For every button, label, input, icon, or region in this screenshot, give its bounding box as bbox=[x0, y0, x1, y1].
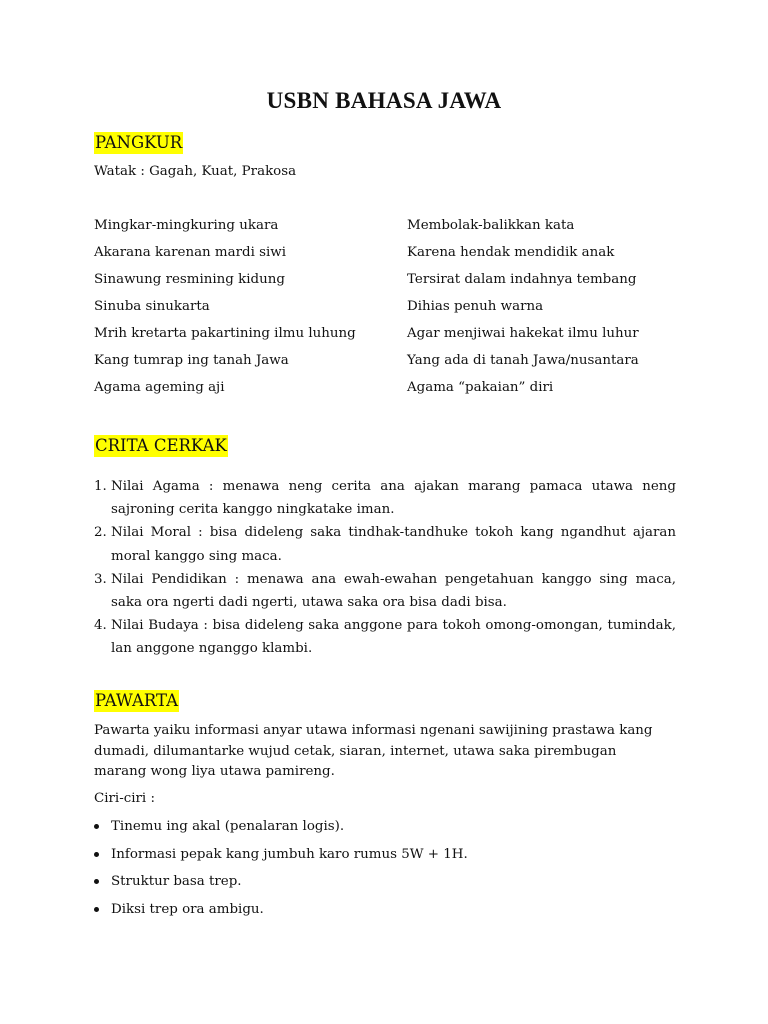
list-item-text: Tinemu ing akal (penalaran logis). bbox=[111, 819, 345, 834]
heading-pawarta: PAWARTA bbox=[95, 691, 179, 710]
ciri-list bbox=[94, 817, 468, 927]
list-number: 3. bbox=[94, 571, 107, 587]
list-item-text: Struktur basa trep. bbox=[111, 874, 242, 890]
document-title: USBN BAHASA JAWA bbox=[266, 88, 502, 113]
pangkur-line-arti: Karena hendak mendidik anak bbox=[407, 245, 615, 260]
pangkur-line-arti: Agar menjiwai hakekat ilmu luhur bbox=[407, 326, 639, 341]
bullet-icon bbox=[94, 824, 99, 829]
list-item-text: Nilai Agama : menawa neng cerita ana ajakan marang pamaca utawa neng sajroning cerita kanggo ningkatake iman. bbox=[111, 479, 676, 518]
pangkur-line-jawa: Akarana karenan mardi siwi bbox=[94, 245, 287, 260]
pawarta-paragraph: Pawarta yaiku informasi anyar utawa informasi ngenani sawijining prastawa kang dumadi, dilumantarke wujud cetak, siaran, internet, utawa saka pirembugan marang wong liya utawa pamireng. bbox=[94, 723, 653, 779]
nilai-list bbox=[94, 475, 676, 661]
pangkur-line-arti: Yang ada di tanah Jawa/nusantara bbox=[407, 353, 639, 368]
list-item-text: Diksi trep ora ambigu. bbox=[111, 901, 264, 917]
list-item-text: Nilai Moral : bisa dideleng saka tindhak-tandhuke tokoh kang ngandhut ajaran moral kanggo sing maca. bbox=[111, 525, 676, 564]
list-item-text: Nilai Budaya : bisa dideleng saka anggone para tokoh omong-omongan, tumindak, lan anggone nganggo klambi. bbox=[111, 618, 676, 657]
list-item bbox=[94, 872, 468, 900]
pangkur-line-jawa: Kang tumrap ing tanah Jawa bbox=[94, 353, 289, 368]
list-number: 2. bbox=[94, 525, 107, 541]
list-item bbox=[94, 568, 676, 614]
list-item bbox=[94, 845, 468, 873]
pangkur-line-arti: Agama “pakaian” diri bbox=[407, 380, 554, 395]
pangkur-line-jawa: Mingkar-mingkuring ukara bbox=[94, 218, 279, 233]
pangkur-line-arti: Tersirat dalam indahnya tembang bbox=[407, 272, 637, 287]
pangkur-line-arti: Dihias penuh warna bbox=[407, 299, 544, 314]
pangkur-line-jawa: Sinuba sinukarta bbox=[94, 299, 210, 314]
ciri-label: Ciri-ciri : bbox=[94, 791, 155, 806]
watak-text: Watak : Gagah, Kuat, Prakosa bbox=[94, 164, 297, 179]
list-item bbox=[94, 521, 676, 567]
list-number: 4. bbox=[94, 618, 107, 634]
bullet-icon bbox=[94, 879, 99, 884]
pangkur-line-jawa: Mrih kretarta pakartining ilmu luhung bbox=[94, 326, 356, 341]
bullet-icon bbox=[94, 907, 99, 912]
list-item bbox=[94, 614, 676, 660]
list-item-text: Informasi pepak kang jumbuh karo rumus 5W + 1H. bbox=[111, 846, 468, 862]
bullet-icon bbox=[94, 852, 99, 857]
pangkur-line-arti: Membolak-balikkan kata bbox=[407, 218, 575, 233]
pangkur-line-jawa: Sinawung resmining kidung bbox=[94, 272, 285, 287]
heading-pangkur: PANGKUR bbox=[95, 133, 183, 152]
list-item bbox=[94, 475, 676, 521]
pangkur-line-jawa: Agama ageming aji bbox=[94, 380, 225, 395]
heading-crita-cerkak: CRITA CERKAK bbox=[95, 436, 227, 455]
list-number: 1. bbox=[94, 479, 107, 494]
list-item bbox=[94, 817, 468, 845]
list-item bbox=[94, 900, 468, 928]
list-item-text: Nilai Pendidikan : menawa ana ewah-ewahan pengetahuan kanggo sing maca, saka ora ngerti dadi ngerti, utawa saka ora bisa dadi bisa. bbox=[111, 571, 676, 611]
